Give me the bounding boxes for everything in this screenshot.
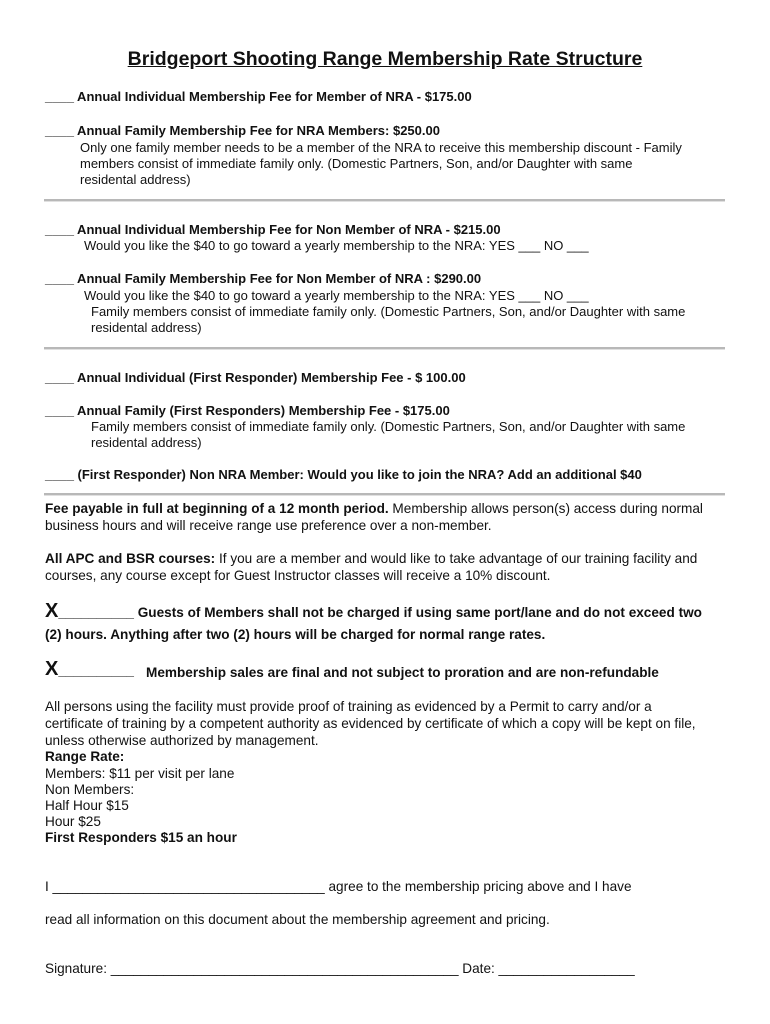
option-family-nra: ____ Annual Family Membership Fee for NRA Members: $250.00	[45, 123, 440, 138]
option-family-nra-note-line: members consist of immediate family only. (Domestic Partners, Son, and/or Daughter with same	[80, 156, 633, 171]
option-individual-non-nra: ____ Annual Individual Membership Fee for Non Member of NRA - $215.00	[45, 222, 501, 237]
agreement-line-2: read all information on this document about the membership agreement and pricing.	[45, 912, 550, 927]
fee-paragraph-line: business hours and will receive range use preference over a non-member.	[45, 518, 492, 533]
option-family-non-nra-note-line: Family members consist of immediate family only. (Domestic Partners, Son, and/or Daughter with same	[91, 304, 686, 319]
option-family-first-responder-note-line: Family members consist of immediate family only. (Domestic Partners, Son, and/or Daughter with same	[91, 419, 686, 434]
sales-text: Membership sales are final and not subject to proration and are non-refundable	[146, 665, 659, 680]
option-family-nra-note-line: Only one family member needs to be a member of the NRA to receive this membership discount - Family	[80, 140, 682, 155]
guests-blank: __________	[58, 605, 134, 620]
option-individual-first-responder: ____ Annual Individual (First Responder) Membership Fee - $ 100.00	[45, 370, 466, 385]
option-individual-nra: ____ Annual Individual Membership Fee for Member of NRA - $175.00	[45, 89, 472, 104]
option-family-first-responder: ____ Annual Family (First Responders) Membership Fee - $175.00	[45, 403, 450, 418]
range-rate-hour: Hour $25	[45, 814, 101, 829]
proof-line: All persons using the facility must provide proof of training as evidenced by a Permit to carry and/or a	[45, 699, 652, 714]
range-rate-heading: Range Rate:	[45, 749, 125, 764]
agreement-line: I ____________________________________ agree to the membership pricing above and I have	[45, 879, 632, 894]
option-first-responder-non-nra: ____ (First Responder) Non NRA Member: Would you like to join the NRA? Add an additional $40	[45, 467, 642, 482]
option-family-non-nra-note: Would you like the $40 to go toward a yearly membership to the NRA: YES ___ NO ___	[84, 288, 589, 303]
range-rate-non-members: Non Members:	[45, 782, 135, 797]
range-rate-half-hour: Half Hour $15	[45, 798, 129, 813]
courses-paragraph-line: courses, any course except for Guest Instructor classes will receive a 10% discount.	[45, 568, 551, 583]
fee-rest: Membership allows person(s) access during normal	[388, 501, 703, 516]
courses-paragraph-line	[45, 550, 697, 567]
divider	[44, 199, 725, 202]
fee-paragraph-line	[45, 500, 703, 517]
guests-text: Guests of Members shall not be charged if using same port/lane and do not exceed two	[133, 605, 702, 620]
courses-rest: If you are a member and would like to take advantage of our training facility and	[215, 551, 698, 566]
option-individual-non-nra-note: Would you like the $40 to go toward a yearly membership to the NRA: YES ___ NO ___	[84, 238, 589, 253]
guests-line	[45, 600, 702, 622]
option-family-first-responder-note-line: residental address)	[91, 435, 202, 450]
option-family-nra-note-line: residental address)	[80, 172, 191, 187]
fee-bold: Fee payable in full at beginning of a 12 month period.	[45, 501, 389, 516]
sales-x-mark: X	[45, 658, 59, 680]
option-family-non-nra-note-line: residental address)	[91, 320, 202, 335]
divider	[44, 493, 725, 496]
guests-x-mark: X	[45, 600, 59, 622]
range-rate-first-responders: First Responders $15 an hour	[45, 830, 237, 845]
range-rate-members: Members: $11 per visit per lane	[45, 766, 235, 781]
proof-line: unless otherwise authorized by management.	[45, 733, 319, 748]
proof-line: certificate of training by a competent authority as evidenced by certificate of which a copy will be kept on file,	[45, 716, 696, 731]
divider	[44, 347, 725, 350]
signature-line: Signature: ______________________________________________ Date: __________________	[45, 961, 635, 976]
courses-bold: All APC and BSR courses:	[45, 551, 216, 566]
sales-blank: __________	[58, 663, 134, 678]
guests-line-2: (2) hours. Anything after two (2) hours will be charged for normal range rates.	[45, 627, 546, 642]
document-title: Bridgeport Shooting Range Membership Rate Structure	[127, 48, 643, 70]
option-family-non-nra: ____ Annual Family Membership Fee for Non Member of NRA : $290.00	[45, 271, 482, 286]
sales-line	[45, 658, 134, 680]
